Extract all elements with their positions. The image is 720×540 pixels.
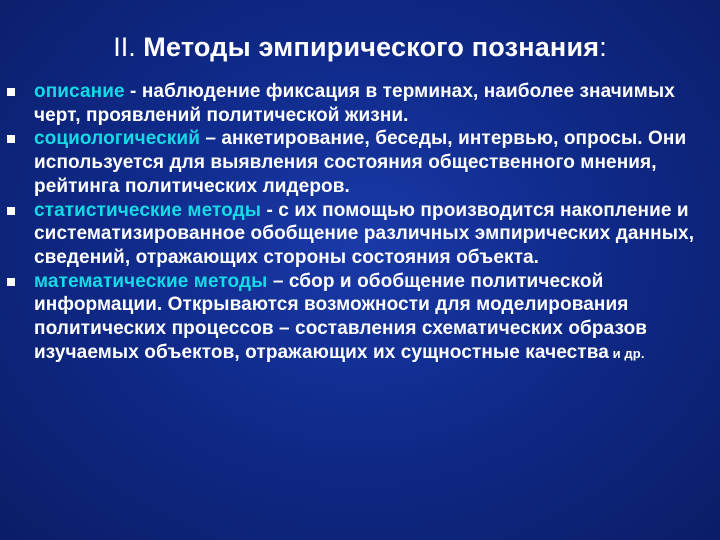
square-bullet-icon <box>7 207 15 215</box>
bullet-term: математические методы <box>34 270 268 292</box>
slide-title <box>0 30 720 64</box>
square-bullet-icon <box>7 88 15 96</box>
title-main: Методы эмпирического познания <box>143 32 600 62</box>
bullet-text: - с их помощью производится накопление и систематизированное обобщение различных эмпирических данных, сведений, отражающих стороны состояния объекта. <box>34 199 695 268</box>
bullet-list <box>0 80 720 365</box>
bullet-text: – сбор и обобщение политической информации. Открываются возможности для моделирования политических процессов – составления схематических образов изучаемых объектов, отражающих их сущностные качества <box>34 270 648 363</box>
bullet-term: описание <box>34 81 125 102</box>
bullet-text: – анкетирование, беседы, интервью, опросы. Они используется для выявления состояния общественного мнения, рейтинга политических лидеров. <box>34 128 687 197</box>
title-prefix: II. <box>113 32 144 62</box>
square-bullet-icon <box>7 278 15 286</box>
bullet-item-mathematical <box>0 270 720 366</box>
square-bullet-icon <box>7 135 15 143</box>
bullet-item-description <box>0 80 720 127</box>
bullet-item-sociological <box>0 127 720 198</box>
title-suffix: : <box>599 32 607 62</box>
bullet-tail: и др. <box>608 345 645 361</box>
bullet-text: - наблюдение фиксация в терминах, наиболее значимых черт, проявлений политической жизни. <box>34 81 675 126</box>
bullet-term: социологический <box>34 128 200 150</box>
bullet-item-statistical <box>0 199 720 270</box>
bullet-term: статистические методы <box>34 199 262 221</box>
